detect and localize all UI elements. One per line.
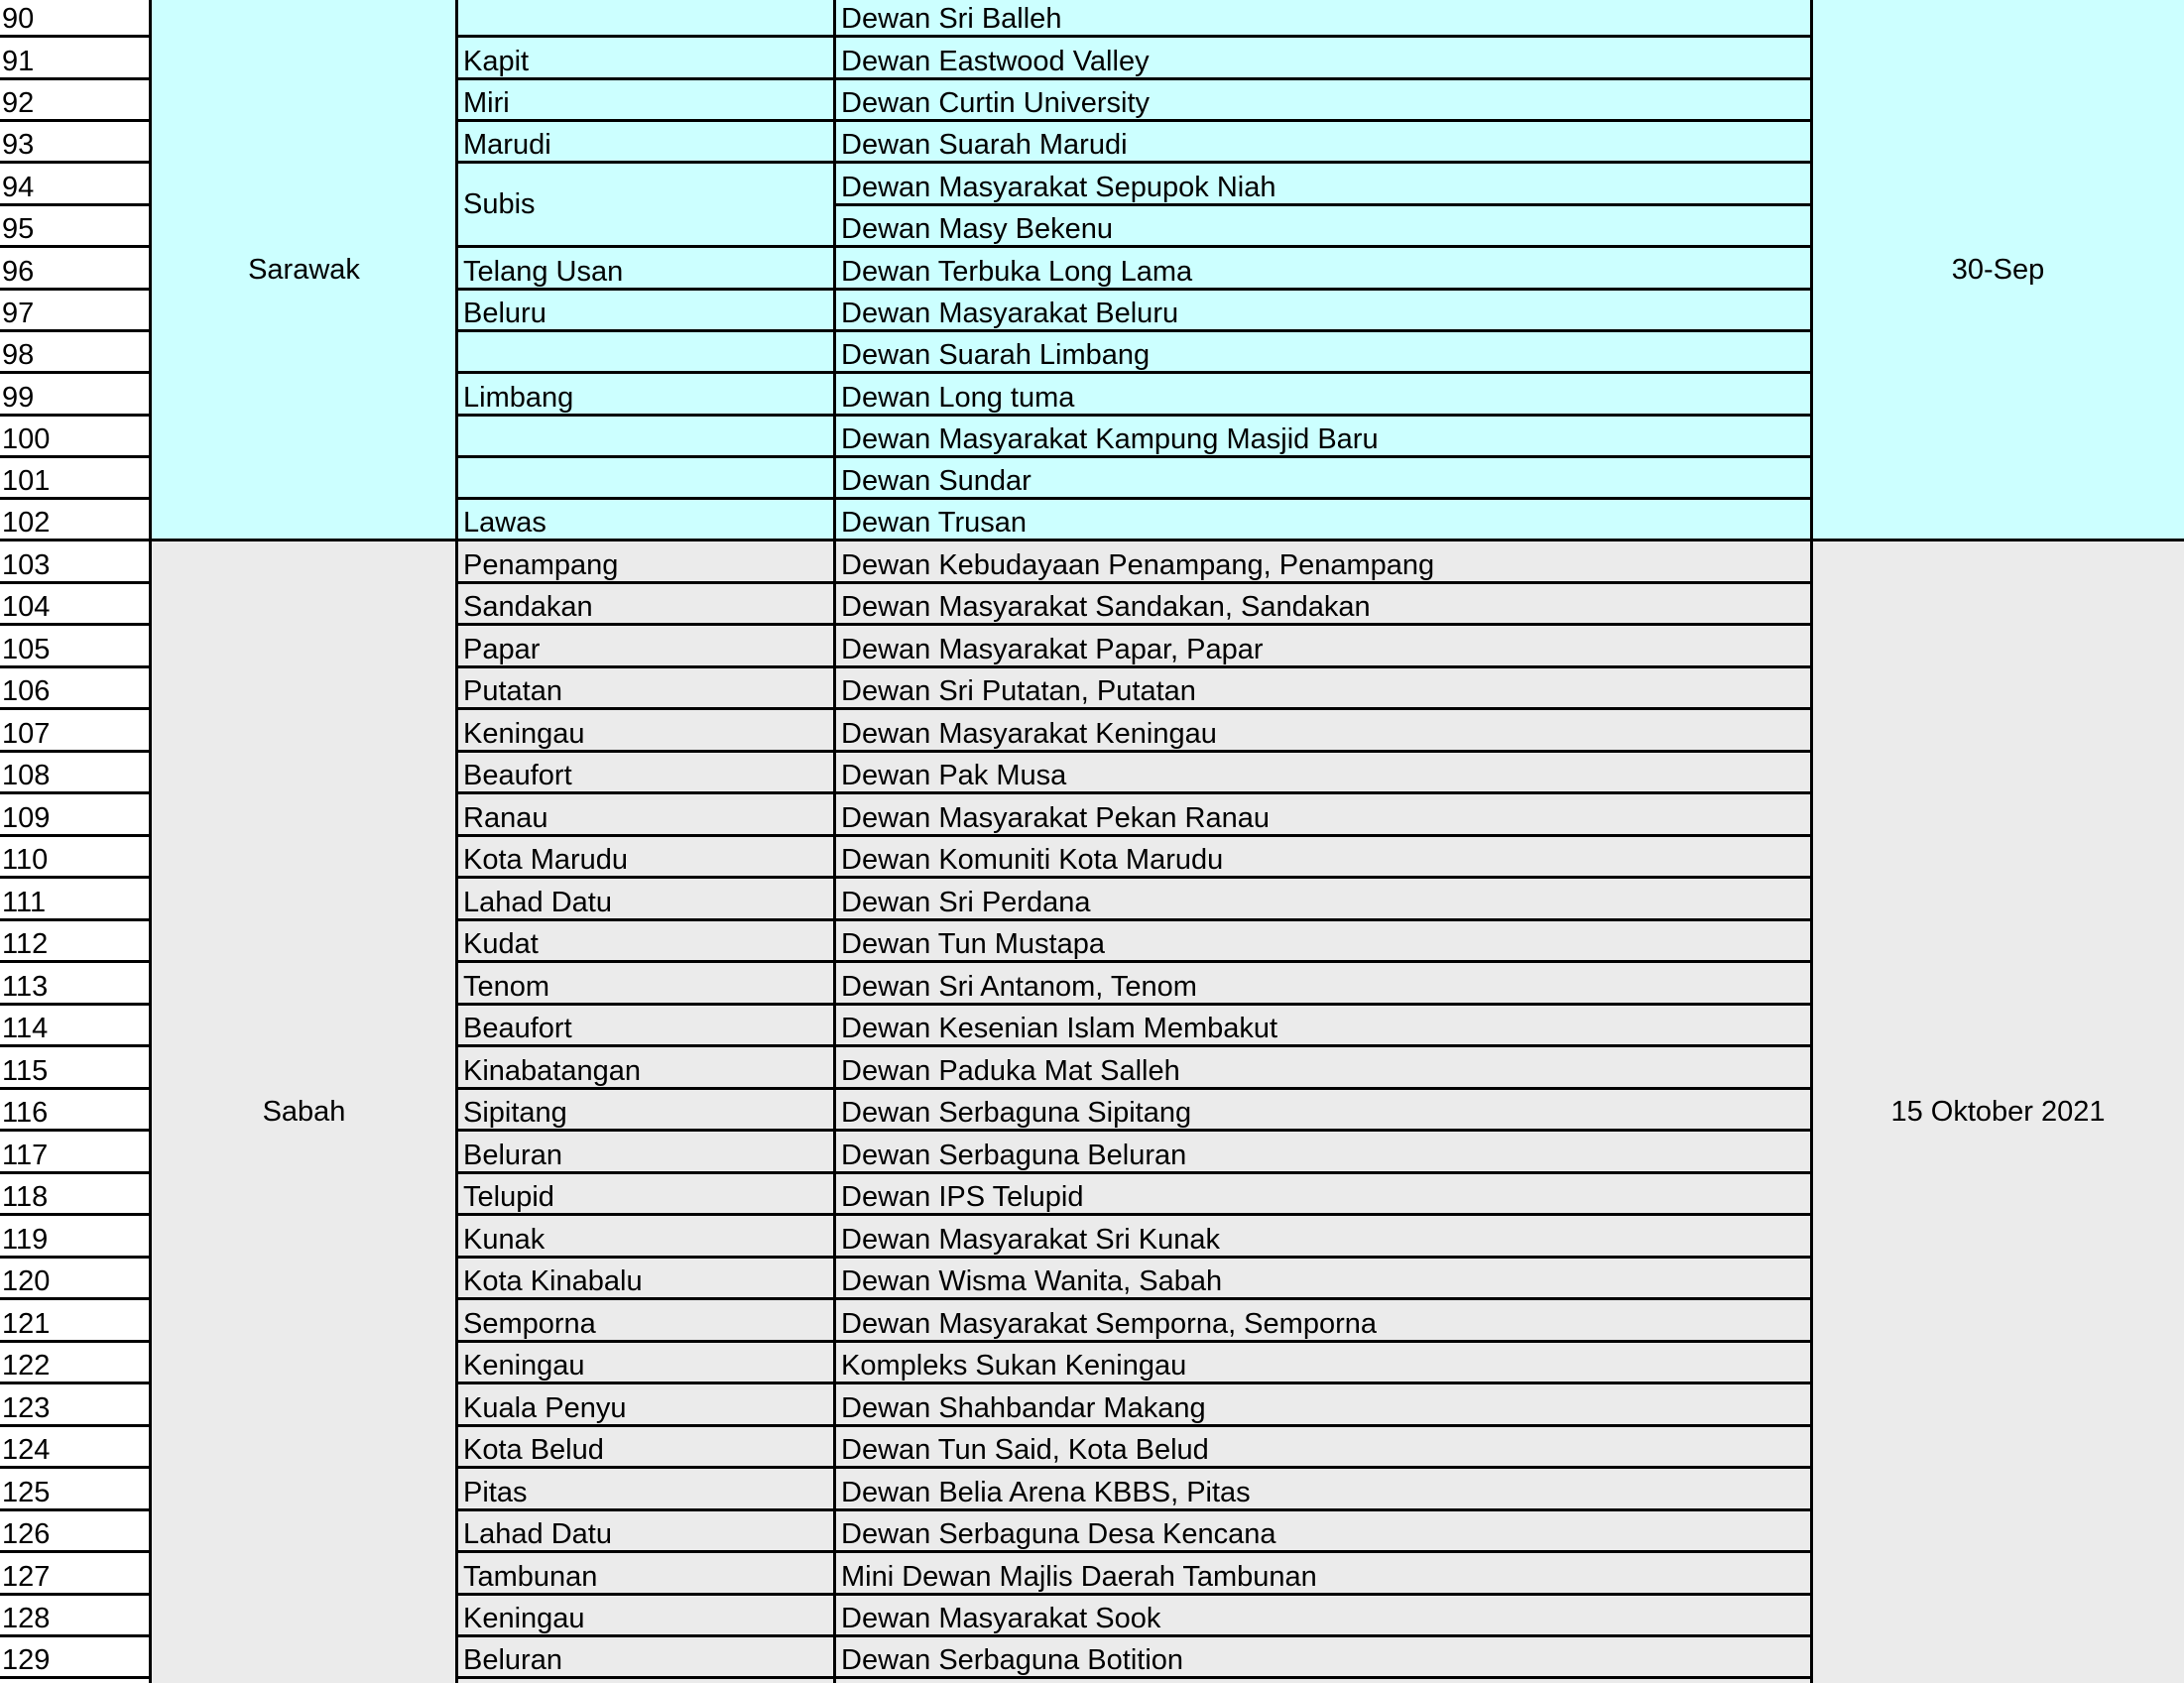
state-cell-sarawak[interactable]: Sarawak xyxy=(248,254,360,286)
venue-cell[interactable]: Dewan Shahbandar Makang xyxy=(841,1392,1206,1424)
row-border xyxy=(0,245,151,248)
row-number-cell[interactable]: 110 xyxy=(2,844,49,876)
row-border xyxy=(835,665,1812,668)
row-border xyxy=(457,77,835,80)
venue-cell[interactable]: Dewan Serbaguna Sipitang xyxy=(841,1097,1192,1129)
row-number-cell[interactable]: 96 xyxy=(2,256,35,288)
row-number-cell[interactable]: 91 xyxy=(2,46,35,77)
row-border xyxy=(0,1129,151,1132)
row-border xyxy=(835,1297,1812,1300)
venue-cell[interactable]: Dewan Kebudayaan Penampang, Penampang xyxy=(841,549,1435,581)
row-border xyxy=(457,665,835,668)
row-number-cell[interactable]: 115 xyxy=(2,1055,49,1087)
row-border xyxy=(0,791,151,794)
district-cell[interactable]: Kota Kinabalu xyxy=(463,1265,643,1297)
row-border xyxy=(457,414,835,417)
row-border xyxy=(0,1382,151,1384)
row-border xyxy=(835,1424,1812,1427)
row-border xyxy=(835,876,1812,879)
row-border xyxy=(835,1676,1812,1679)
row-number-cell[interactable]: 123 xyxy=(2,1392,51,1424)
row-border xyxy=(835,834,1812,837)
venue-cell[interactable]: Dewan Kesenian Islam Membakut xyxy=(841,1013,1278,1044)
venue-cell[interactable]: Dewan Tun Said, Kota Belud xyxy=(841,1434,1209,1466)
row-border xyxy=(457,1003,835,1006)
row-border xyxy=(0,960,151,963)
row-border xyxy=(457,1593,835,1596)
venue-cell[interactable]: Dewan Masyarakat Sepupok Niah xyxy=(841,172,1276,203)
venue-cell[interactable]: Dewan Serbaguna Beluran xyxy=(841,1140,1187,1171)
row-border xyxy=(457,1129,835,1132)
row-border xyxy=(835,414,1812,417)
row-number-cell[interactable]: 97 xyxy=(2,298,35,329)
row-number-cell[interactable]: 104 xyxy=(2,591,51,623)
venue-cell[interactable]: Dewan Sri Balleh xyxy=(841,3,1062,35)
district-cell[interactable]: Kapit xyxy=(463,46,530,77)
row-number-cell[interactable]: 124 xyxy=(2,1434,51,1466)
row-number-cell[interactable]: 122 xyxy=(2,1350,51,1382)
row-border xyxy=(835,1213,1812,1216)
district-cell[interactable]: Keningau xyxy=(463,1603,585,1634)
row-number-cell[interactable]: 102 xyxy=(2,507,51,539)
row-number-cell[interactable]: 119 xyxy=(2,1224,49,1256)
venue-cell[interactable]: Dewan Sri Antanom, Tenom xyxy=(841,971,1197,1003)
district-cell[interactable]: Semporna xyxy=(463,1308,596,1340)
district-cell[interactable]: Beluran xyxy=(463,1644,562,1676)
row-number-cell[interactable]: 127 xyxy=(2,1561,51,1593)
row-border xyxy=(457,1634,835,1637)
row-border xyxy=(457,1044,835,1047)
row-border xyxy=(0,203,151,206)
row-border xyxy=(835,329,1812,332)
venue-cell[interactable]: Dewan Wisma Wanita, Sabah xyxy=(841,1265,1223,1297)
row-border xyxy=(835,750,1812,753)
row-number-cell[interactable]: 120 xyxy=(2,1265,51,1297)
row-border xyxy=(835,1593,1812,1596)
district-cell[interactable]: Telang Usan xyxy=(463,256,624,288)
district-cell[interactable]: Putatan xyxy=(463,675,562,707)
row-number-cell[interactable]: 112 xyxy=(2,928,49,960)
row-border xyxy=(835,791,1812,794)
row-number-cell[interactable]: 90 xyxy=(2,3,35,35)
district-cell[interactable] xyxy=(457,163,835,205)
venue-cell[interactable]: Dewan Curtin University xyxy=(841,87,1151,119)
district-cell[interactable]: Beaufort xyxy=(463,1013,572,1044)
row-border xyxy=(457,371,835,374)
row-number-cell[interactable]: 117 xyxy=(2,1140,49,1171)
row-border xyxy=(835,539,1812,541)
row-border xyxy=(457,539,835,541)
district-cell[interactable]: Kudat xyxy=(463,928,539,960)
row-border xyxy=(457,1213,835,1216)
row-number-cell[interactable]: 103 xyxy=(2,549,51,581)
venue-cell[interactable]: Dewan Masyarakat Papar, Papar xyxy=(841,634,1264,665)
venue-cell[interactable]: Dewan Pak Musa xyxy=(841,760,1067,791)
row-border xyxy=(0,1340,151,1343)
row-border xyxy=(457,1340,835,1343)
row-number-cell[interactable]: 101 xyxy=(2,465,51,497)
row-border xyxy=(0,1171,151,1174)
row-border xyxy=(0,539,151,541)
district-cell[interactable]: Beaufort xyxy=(463,760,572,791)
district-cell-merged[interactable]: Subis xyxy=(463,187,536,220)
row-border xyxy=(0,834,151,837)
row-border xyxy=(457,1256,835,1259)
row-border xyxy=(457,1171,835,1174)
row-border xyxy=(457,1550,835,1553)
row-border xyxy=(835,288,1812,291)
district-cell[interactable]: Papar xyxy=(463,634,541,665)
row-border xyxy=(0,1297,151,1300)
row-number-cell[interactable]: 99 xyxy=(2,382,35,414)
row-border xyxy=(457,35,835,38)
venue-cell[interactable]: Dewan Masyarakat Sri Kunak xyxy=(841,1224,1220,1256)
row-border xyxy=(457,1087,835,1090)
row-border xyxy=(457,497,835,500)
row-border xyxy=(0,1676,151,1679)
district-cell[interactable]: Tambunan xyxy=(463,1561,598,1593)
row-border xyxy=(835,245,1812,248)
venue-cell[interactable]: Dewan Trusan xyxy=(841,507,1027,539)
row-border xyxy=(0,1466,151,1469)
district-cell[interactable]: Miri xyxy=(463,87,510,119)
row-number-cell[interactable]: 128 xyxy=(2,1603,51,1634)
row-border xyxy=(457,329,835,332)
row-border xyxy=(835,1129,1812,1132)
venue-cell[interactable]: Dewan Masyarakat Kampung Masjid Baru xyxy=(841,423,1379,455)
row-border xyxy=(835,960,1812,963)
venue-cell[interactable]: Dewan Sri Putatan, Putatan xyxy=(841,675,1196,707)
district-cell[interactable]: Limbang xyxy=(463,382,574,414)
row-border xyxy=(151,539,457,541)
row-border xyxy=(835,1382,1812,1384)
district-cell[interactable]: Kinabatangan xyxy=(463,1055,641,1087)
row-number-cell[interactable]: 95 xyxy=(2,213,35,245)
row-border xyxy=(457,834,835,837)
row-border xyxy=(0,1593,151,1596)
row-border xyxy=(457,581,835,584)
district-cell[interactable]: Penampang xyxy=(463,549,619,581)
row-border xyxy=(0,1087,151,1090)
row-border xyxy=(457,1424,835,1427)
district-cell[interactable]: Lawas xyxy=(463,507,546,539)
row-border xyxy=(457,876,835,879)
row-border xyxy=(835,1256,1812,1259)
row-border xyxy=(835,497,1812,500)
venue-cell[interactable]: Mini Dewan Majlis Daerah Tambunan xyxy=(841,1561,1317,1593)
venue-cell[interactable]: Dewan Serbaguna Botition xyxy=(841,1644,1184,1676)
row-border xyxy=(457,1508,835,1511)
row-border xyxy=(0,161,151,164)
row-border xyxy=(0,750,151,753)
district-cell[interactable]: Sandakan xyxy=(463,591,593,623)
venue-cell[interactable]: Dewan Masyarakat Keningau xyxy=(841,718,1217,750)
row-number-cell[interactable]: 113 xyxy=(2,971,49,1003)
district-cell[interactable]: Telupid xyxy=(463,1181,554,1213)
row-number-cell[interactable]: 108 xyxy=(2,760,51,791)
venue-cell[interactable]: Dewan Masy Bekenu xyxy=(841,213,1114,245)
row-border xyxy=(457,119,835,122)
row-number-cell[interactable]: 109 xyxy=(2,802,51,834)
district-cell[interactable] xyxy=(457,457,835,499)
row-border xyxy=(0,1550,151,1553)
column-border xyxy=(149,0,152,1683)
district-cell[interactable]: Beluran xyxy=(463,1140,562,1171)
row-border xyxy=(0,371,151,374)
row-border xyxy=(457,161,835,164)
venue-cell[interactable]: Dewan Masyarakat Beluru xyxy=(841,298,1179,329)
row-border xyxy=(0,35,151,38)
row-border xyxy=(0,119,151,122)
row-border xyxy=(835,161,1812,164)
row-border xyxy=(835,119,1812,122)
district-cell[interactable] xyxy=(457,0,835,37)
row-number-cell[interactable]: 98 xyxy=(2,339,35,371)
row-border xyxy=(0,1213,151,1216)
row-border xyxy=(835,623,1812,626)
row-border xyxy=(835,1550,1812,1553)
date-cell-sabah[interactable]: 15 Oktober 2021 xyxy=(1890,1095,2106,1128)
venue-cell[interactable]: Dewan Suarah Limbang xyxy=(841,339,1151,371)
row-border xyxy=(0,77,151,80)
venue-cell[interactable]: Dewan Masyarakat Sandakan, Sandakan xyxy=(841,591,1371,623)
row-border xyxy=(457,750,835,753)
district-cell[interactable]: Marudi xyxy=(463,129,551,161)
row-border xyxy=(457,918,835,921)
row-border xyxy=(0,288,151,291)
row-number-cell[interactable]: 107 xyxy=(2,718,51,750)
district-cell[interactable]: Tenom xyxy=(463,971,550,1003)
row-border xyxy=(0,414,151,417)
venue-cell[interactable]: Dewan Eastwood Valley xyxy=(841,46,1150,77)
district-cell[interactable]: Kuala Penyu xyxy=(463,1392,627,1424)
district-cell[interactable]: Lahad Datu xyxy=(463,887,612,918)
venue-cell[interactable]: Dewan Terbuka Long Lama xyxy=(841,256,1193,288)
row-number-cell[interactable]: 106 xyxy=(2,675,51,707)
row-number-cell[interactable]: 93 xyxy=(2,129,35,161)
row-number-cell[interactable]: 116 xyxy=(2,1097,49,1129)
row-border xyxy=(0,497,151,500)
row-border xyxy=(0,707,151,710)
venue-cell[interactable]: Dewan Suarah Marudi xyxy=(841,129,1128,161)
row-border xyxy=(835,1171,1812,1174)
district-cell[interactable]: Kota Marudu xyxy=(463,844,629,876)
row-border xyxy=(0,1003,151,1006)
row-border xyxy=(457,1676,835,1679)
district-cell[interactable] xyxy=(457,205,835,247)
district-cell[interactable]: Kota Belud xyxy=(463,1434,604,1466)
row-border xyxy=(0,918,151,921)
venue-cell[interactable]: Dewan Masyarakat Semporna, Semporna xyxy=(841,1308,1377,1340)
row-border xyxy=(457,707,835,710)
district-cell[interactable] xyxy=(457,331,835,373)
row-number-cell[interactable]: 129 xyxy=(2,1644,51,1676)
venue-cell[interactable]: Dewan Belia Arena KBBS, Pitas xyxy=(841,1477,1251,1508)
district-cell[interactable]: Ranau xyxy=(463,802,548,834)
district-cell[interactable]: Keningau xyxy=(463,1350,585,1382)
row-number-cell[interactable]: 121 xyxy=(2,1308,51,1340)
row-border xyxy=(457,288,835,291)
row-border xyxy=(457,791,835,794)
column-border xyxy=(1810,0,1813,1683)
row-border xyxy=(835,1340,1812,1343)
district-cell[interactable]: Beluru xyxy=(463,298,546,329)
row-border xyxy=(457,960,835,963)
row-border xyxy=(0,623,151,626)
row-border xyxy=(835,707,1812,710)
district-cell[interactable]: Kunak xyxy=(463,1224,546,1256)
district-cell[interactable] xyxy=(457,416,835,457)
row-border xyxy=(0,581,151,584)
row-number-cell[interactable]: 118 xyxy=(2,1181,49,1213)
row-border xyxy=(1812,539,2184,541)
column-border xyxy=(833,0,836,1683)
venue-cell[interactable]: Dewan IPS Telupid xyxy=(841,1181,1084,1213)
row-border xyxy=(835,1087,1812,1090)
state-cell-sabah[interactable]: Sabah xyxy=(262,1095,346,1128)
row-border xyxy=(0,1634,151,1637)
row-border xyxy=(457,1297,835,1300)
row-border xyxy=(457,245,835,248)
row-border xyxy=(0,665,151,668)
row-border xyxy=(835,1003,1812,1006)
row-number-cell[interactable]: 100 xyxy=(2,423,51,455)
venue-cell[interactable]: Dewan Tun Mustapa xyxy=(841,928,1105,960)
row-border xyxy=(835,1634,1812,1637)
row-border xyxy=(835,918,1812,921)
district-cell[interactable]: Pitas xyxy=(463,1477,528,1508)
date-cell-sarawak[interactable]: 30-Sep xyxy=(1951,254,2045,286)
venue-cell[interactable]: Dewan Serbaguna Desa Kencana xyxy=(841,1518,1276,1550)
row-number-cell[interactable]: 105 xyxy=(2,634,51,665)
venue-cell[interactable]: Kompleks Sukan Keningau xyxy=(841,1350,1187,1382)
row-border xyxy=(457,455,835,458)
venue-cell[interactable]: Dewan Paduka Mat Salleh xyxy=(841,1055,1180,1087)
venue-cell[interactable]: Dewan Sundar xyxy=(841,465,1031,497)
row-border xyxy=(0,329,151,332)
district-cell[interactable]: Lahad Datu xyxy=(463,1518,612,1550)
row-border xyxy=(835,35,1812,38)
row-number-cell[interactable]: 111 xyxy=(2,887,47,918)
row-border xyxy=(835,203,1812,206)
row-border xyxy=(0,1508,151,1511)
row-border xyxy=(835,455,1812,458)
row-border xyxy=(0,1044,151,1047)
row-number-cell[interactable]: 114 xyxy=(2,1013,49,1044)
row-number-cell[interactable]: 125 xyxy=(2,1477,51,1508)
venue-cell[interactable]: Dewan Masyarakat Pekan Ranau xyxy=(841,802,1271,834)
row-border xyxy=(0,455,151,458)
row-border xyxy=(835,77,1812,80)
district-cell[interactable]: Keningau xyxy=(463,718,585,750)
row-border xyxy=(0,1424,151,1427)
venue-cell[interactable]: Dewan Komuniti Kota Marudu xyxy=(841,844,1224,876)
row-border xyxy=(457,623,835,626)
row-border xyxy=(835,371,1812,374)
row-number-cell[interactable]: 92 xyxy=(2,87,35,119)
row-border xyxy=(0,1256,151,1259)
venue-cell[interactable]: Dewan Sri Perdana xyxy=(841,887,1091,918)
row-border xyxy=(0,876,151,879)
row-border xyxy=(835,1466,1812,1469)
district-cell[interactable]: Sipitang xyxy=(463,1097,567,1129)
row-number-cell[interactable]: 126 xyxy=(2,1518,51,1550)
row-border xyxy=(835,581,1812,584)
row-border xyxy=(457,1382,835,1384)
venue-cell[interactable]: Dewan Masyarakat Sook xyxy=(841,1603,1161,1634)
row-number-cell[interactable]: 94 xyxy=(2,172,35,203)
row-border xyxy=(457,1466,835,1469)
row-border xyxy=(835,1044,1812,1047)
column-border xyxy=(455,0,458,1683)
row-border xyxy=(835,1508,1812,1511)
venue-cell[interactable]: Dewan Long tuma xyxy=(841,382,1075,414)
